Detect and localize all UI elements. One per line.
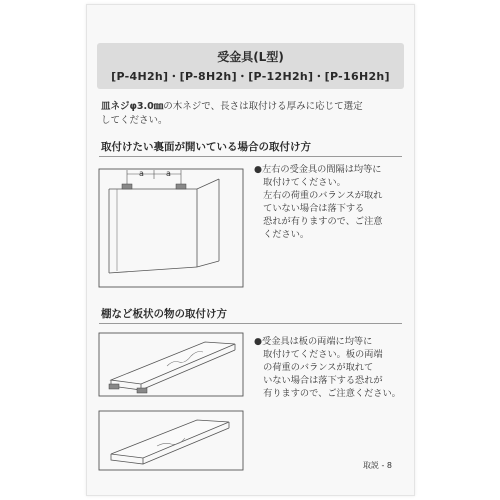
section1-note-line: 左右の荷重のバランスが取れ (254, 190, 383, 201)
shelf-mount-illustration-2 (97, 410, 247, 472)
intro-line2: してください。 (101, 115, 168, 126)
section2-title: 棚など板状の物の取付け方 (101, 308, 227, 320)
section2-divider (99, 323, 402, 324)
shelf-mount-illustration-1 (97, 332, 247, 398)
section1-note-line: ていない場合は落下する (254, 203, 365, 214)
section2-note-line: 取付けてください。板の両端 (254, 349, 383, 360)
section1-note-line: ●左右の受金具の間隔は均等に (254, 164, 382, 175)
intro-line1: の木ネジで、長さは取付ける厚みに応じて選定 (163, 101, 363, 112)
section1-note-line: ください。 (254, 229, 310, 240)
section1-note-line: 取付けてください。 (254, 177, 346, 188)
section1-title: 取付けたい裏面が開いている場合の取付け方 (101, 141, 311, 153)
section2-note-line: ●受金具は板の両端に均等に (254, 336, 373, 347)
page-title: 受金具(L型) (217, 50, 284, 64)
section1-note-line: 恐れが有りますので、ご注意 (254, 216, 383, 227)
dimension-label-a2: a (166, 169, 171, 178)
page-number: 取説 - 8 (362, 461, 392, 470)
section2-note-line: の荷重のバランスが取れて (254, 362, 374, 373)
section2-note-line: 有りますので、ご注意ください。 (254, 388, 401, 399)
model-list: [P-4H2h]・[P-8H2h]・[P-12H2h]・[P-16H2h] (111, 70, 390, 83)
section1-note (254, 163, 382, 241)
intro-text (101, 100, 406, 128)
dimension-label-a1: a (139, 169, 144, 178)
section2-note (254, 335, 401, 400)
section2-note-line: いない場合は落下する恐れが (254, 375, 383, 386)
manual-page (86, 4, 415, 496)
box-mount-illustration (97, 165, 247, 290)
section1-divider (99, 156, 402, 157)
intro-bold: 皿ネジφ3.0㎜ (101, 101, 164, 112)
